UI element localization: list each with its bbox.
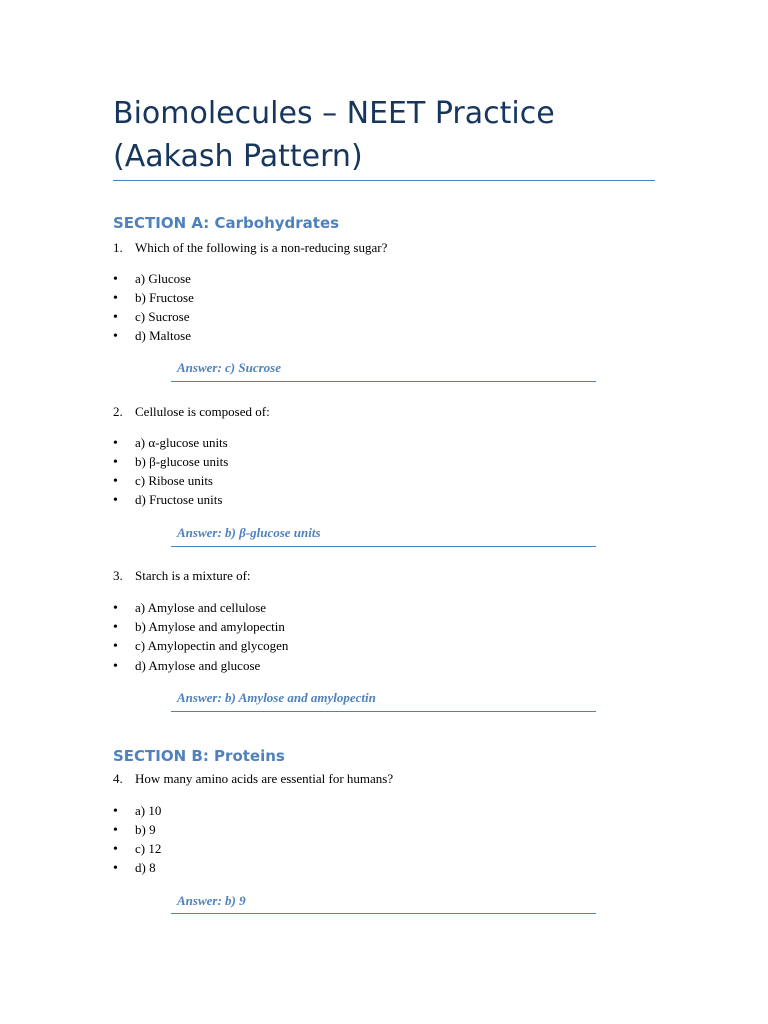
option-text: c) Sucrose [135,309,190,324]
option-text: c) Ribose units [135,473,213,488]
option-text: c) 12 [135,841,162,856]
answer-underline [171,913,596,914]
option-item [113,619,285,636]
bullet: • [113,823,118,838]
option-text: a) 10 [135,803,162,818]
bullet: • [113,329,118,344]
option-text: b) Amylose and amylopectin [135,619,285,634]
answer-4: Answer: b) 9 [177,893,246,908]
option-text: d) Maltose [135,328,191,343]
answer-2: Answer: b) β-glucose units [177,525,321,540]
question-1 [113,240,387,256]
option-text: b) β-glucose units [135,454,229,469]
page-title: Biomolecules – NEET Practice (Aakash Pattern) [113,96,555,174]
option-item [113,841,161,858]
option-item [113,860,156,877]
option-item [113,290,194,307]
bullet: • [113,861,118,876]
option-text: b) Fructose [135,290,194,305]
bullet: • [113,601,118,616]
section-a-heading: SECTION A: Carbohydrates [113,214,340,232]
option-item [113,271,191,288]
option-item [113,328,191,345]
question-3 [113,568,251,584]
option-item [113,600,266,617]
bullet: • [113,659,118,674]
question-text: Cellulose is composed of: [135,404,270,419]
question-text: How many amino acids are essential for humans? [135,771,394,786]
question-number: 4. [113,771,123,786]
bullet: • [113,620,118,635]
option-text: a) Amylose and cellulose [135,600,267,615]
option-text: d) Amylose and glucose [135,658,261,673]
bullet: • [113,474,118,489]
bullet: • [113,639,118,654]
option-item [113,658,260,675]
option-item [113,473,213,490]
question-number: 2. [113,404,123,419]
bullet: • [113,842,118,857]
bullet: • [113,804,118,819]
bullet: • [113,493,118,508]
answer-1: Answer: c) Sucrose [177,360,282,375]
question-number: 3. [113,568,123,583]
option-item [113,638,288,655]
question-2 [113,404,270,420]
option-item [113,454,228,471]
question-4 [113,771,393,787]
option-item [113,492,222,509]
option-item [113,435,228,452]
answer-underline [171,381,596,382]
option-item [113,309,190,326]
option-item [113,803,161,820]
answer-underline [171,711,596,712]
bullet: • [113,291,118,306]
section-b-heading: SECTION B: Proteins [113,747,285,765]
question-text: Which of the following is a non-reducing sugar? [135,240,388,255]
option-text: d) Fructose units [135,492,223,507]
title-underline [113,180,655,181]
option-text: b) 9 [135,822,156,837]
question-text: Starch is a mixture of: [135,568,251,583]
question-number: 1. [113,240,123,255]
answer-3: Answer: b) Amylose and amylopectin [177,690,376,705]
bullet: • [113,310,118,325]
bullet: • [113,272,118,287]
option-text: c) Amylopectin and glycogen [135,638,289,653]
option-text: a) Glucose [135,271,191,286]
option-text: d) 8 [135,860,156,875]
bullet: • [113,455,118,470]
option-text: a) α-glucose units [135,435,228,450]
option-item [113,822,156,839]
bullet: • [113,436,118,451]
answer-underline [171,546,596,547]
